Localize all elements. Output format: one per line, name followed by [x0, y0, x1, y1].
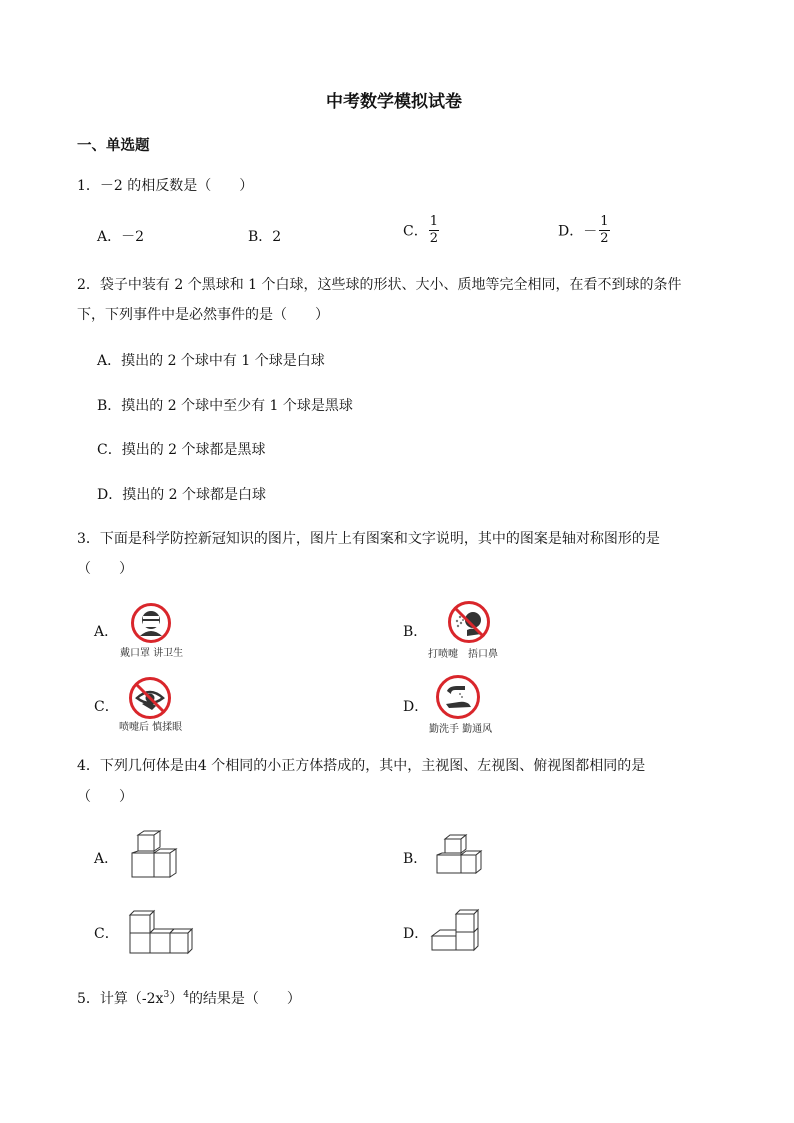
question-number: 3． [77, 531, 100, 547]
exponent: 3 [163, 990, 170, 1000]
q3-option-b-letter[interactable]: B． [403, 624, 428, 640]
question-stem-value: －2 [99, 178, 123, 194]
q1-option-a[interactable] [97, 226, 144, 246]
q2-option-d[interactable] [97, 484, 266, 504]
q3-option-d-letter[interactable]: D． [403, 699, 429, 715]
hand-wash-icon[interactable] [435, 674, 481, 720]
no-eye-rub-icon[interactable] [128, 676, 172, 720]
cube-stack-b-icon[interactable] [433, 833, 485, 877]
section-title: 一、单选题 [77, 138, 150, 154]
exponent: 4 [183, 990, 189, 1000]
cube-stack-a-icon[interactable] [128, 829, 180, 879]
question-2-line-2: 下，下列事件中是必然事件的是（ ） [77, 307, 329, 323]
question-stem: 下列几何体是由4 个相同的小正方体搭成的，其中，主视图、左视图、俯视图都相同的是 [99, 758, 646, 774]
option-text: 摸出的 2 个球中至少有 1 个球是黑球 [121, 398, 353, 414]
option-letter: C． [97, 442, 122, 458]
minus-sign: － [583, 223, 598, 240]
question-stem: 袋子中装有 2 个黑球和 1 个白球，这些球的形状、大小、质地等完全相同，在看不到球的条件 [99, 277, 682, 293]
option-letter: A． [97, 353, 122, 369]
icon-caption: 打喷嚏 捂口鼻 [428, 649, 498, 660]
q4-option-d-letter[interactable]: D． [403, 926, 429, 942]
option-letter: D． [558, 223, 584, 240]
question-3-line-1 [77, 528, 660, 548]
question-stem: ） [169, 991, 184, 1007]
question-4-line-2: （ ） [77, 789, 133, 805]
option-text: －2 [121, 229, 145, 245]
option-letter: B． [248, 229, 273, 245]
q4-option-a-letter[interactable]: A． [94, 851, 119, 867]
question-stem: 的结果是（ ） [188, 991, 301, 1007]
option-letter: C． [403, 223, 428, 240]
no-sneeze-icon[interactable] [447, 600, 491, 644]
q4-option-b-letter[interactable]: B． [403, 851, 428, 867]
question-stem: 计算（-2x [99, 991, 164, 1007]
question-1 [77, 175, 253, 195]
question-stem: 的相反数是（ ） [122, 178, 254, 194]
q2-option-a[interactable] [97, 350, 325, 370]
question-4-line-1 [77, 755, 645, 775]
option-text: 摸出的 2 个球都是黑球 [121, 442, 266, 458]
cube-stack-d-icon[interactable] [428, 906, 482, 954]
fraction: $\frac{1}{2}$ [600, 214, 609, 246]
option-letter: A． [97, 229, 122, 245]
icon-caption: 勤洗手 勤通风 [429, 724, 493, 735]
question-2-line-1 [77, 274, 682, 294]
option-letter: B． [97, 398, 122, 414]
q4-option-c-letter[interactable]: C． [94, 926, 119, 942]
icon-caption: 戴口罩 讲卫生 [120, 648, 184, 659]
option-text: 2 [272, 229, 282, 245]
q2-option-c[interactable] [97, 439, 266, 459]
question-5 [77, 988, 301, 1008]
cube-stack-c-icon[interactable] [126, 907, 196, 955]
q3-option-a-letter[interactable]: A． [94, 624, 119, 640]
q1-option-b[interactable] [248, 226, 281, 246]
question-number: 4． [77, 758, 100, 774]
option-letter: D． [97, 487, 123, 503]
q1-option-d[interactable] [558, 214, 611, 247]
question-stem: 下面是科学防控新冠知识的图片，图片上有图案和文字说明，其中的图案是轴对称图形的是 [99, 531, 660, 547]
question-number: 2． [77, 277, 100, 293]
q2-option-b[interactable] [97, 395, 353, 415]
q1-option-c[interactable] [403, 214, 440, 247]
fraction: $\frac{1}{2}$ [429, 214, 438, 246]
option-text: 摸出的 2 个球都是白球 [122, 487, 267, 503]
option-text: 摸出的 2 个球中有 1 个球是白球 [121, 353, 325, 369]
question-number: 5． [77, 991, 100, 1007]
icon-caption: 喷嚏后 慎揉眼 [119, 722, 183, 733]
question-number: 1． [77, 178, 100, 194]
q3-option-c-letter[interactable]: C． [94, 699, 119, 715]
page-title: 中考数学模拟试卷 [326, 92, 462, 112]
question-3-line-2: （ ） [77, 561, 133, 577]
mask-face-icon[interactable] [130, 602, 172, 644]
